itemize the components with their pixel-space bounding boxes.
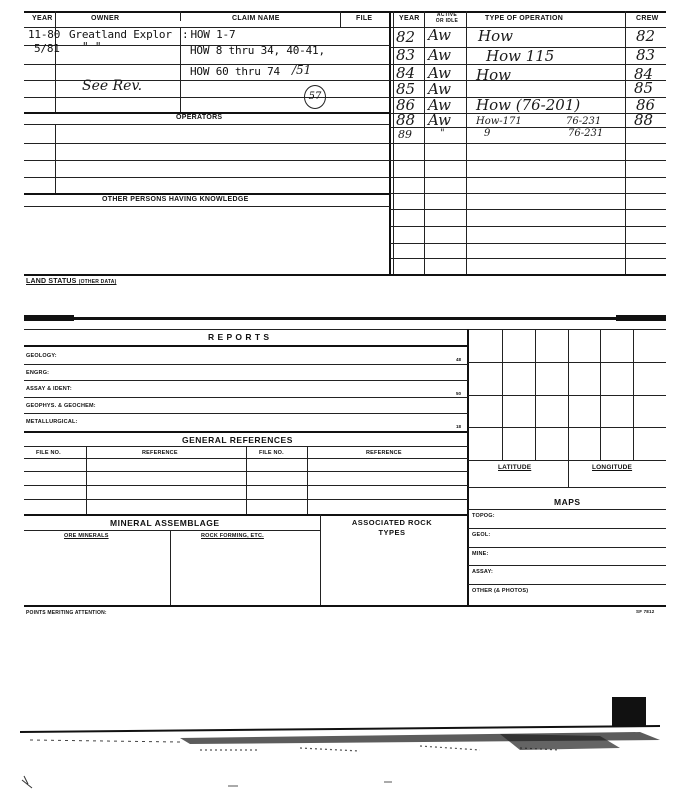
associated-rock-types-label: ASSOCIATED ROCK TYPES [351,518,433,537]
maps-mine: MINE: [472,551,489,557]
reports-title: R E P O R T S [208,332,270,342]
op-row-2-crew: 83 [636,46,656,64]
report-metallurgical: METALLURGICAL: [26,419,78,425]
op-row-6-status: Aw [428,111,451,129]
owner-row-1-year: 11-80 [28,28,61,41]
op-row-5-crew: 86 [636,96,656,114]
report-engrg: ENGRG: [26,370,50,376]
op-row-1-operation: How [478,27,513,45]
op-row-1-year: 82 [396,28,416,46]
op-row-3-year: 84 [396,64,416,82]
maps-assay: ASSAY: [472,569,494,575]
gen-ref-file-no: FILE NO. [36,450,61,456]
op-row-7-extra: 76-231 [568,128,604,139]
gen-ref-file-no-2: FILE NO. [259,450,284,456]
report-metallurgical-num: 18 [456,424,462,429]
form-number: SF 7812 [636,609,655,614]
see-rev-note: See Rev. [82,78,143,94]
maps-other: OTHER (& PHOTOS) [472,588,529,594]
op-row-7-operation: 9 [484,128,491,139]
op-row-2-year: 83 [396,46,416,64]
op-row-4-year: 85 [396,80,416,98]
general-references-title: GENERAL REFERENCES [182,435,293,445]
scan-smudge-right [616,315,666,321]
header-claim-name: CLAIM NAME [232,15,280,22]
header-file: FILE [356,15,373,22]
header-type-of-operation: TYPE OF OPERATION [485,15,564,22]
report-assay-num: 50 [456,391,462,396]
owner-row-2-owner: " " [82,40,102,53]
header-year: YEAR [32,15,53,22]
points-label: POINTS MERITING ATTENTION: [26,610,107,616]
ore-minerals-label: ORE MINERALS [64,533,109,539]
land-status-label: LAND STATUS (OTHER DATA) [26,278,117,285]
op-row-5-year: 86 [396,96,416,114]
op-row-4-crew: 85 [634,79,654,97]
operators-header: OPERATORS [176,114,223,121]
op-row-2-operation: How 115 [486,47,555,65]
latitude-label: LATITUDE [498,464,532,471]
owner-row-1-claim: : HOW 1-7 [182,28,236,41]
owner-row-3-claim: HOW 60 thru 74 [190,65,280,78]
op-row-7-year: 89 [398,128,412,141]
report-geology: GEOLOGY: [26,353,57,359]
gen-ref-reference: REFERENCE [142,450,178,456]
op-row-2-status: Aw [428,46,451,64]
owner-row-2-claim: HOW 8 thru 34, 40-41, [190,44,325,57]
op-row-6-extra: 76-231 [566,116,602,127]
gen-ref-reference-2: REFERENCE [366,450,402,456]
op-row-1-status: Aw [428,26,451,44]
report-geology-num: 48 [456,357,462,362]
op-row-7-status: " [440,128,445,139]
op-row-3-crew: 84 [634,65,654,83]
scan-noise-bottom [0,720,678,806]
header-owner: OWNER [91,15,120,22]
op-row-4-status: Aw [428,80,451,98]
maps-topog: TOPOG: [472,513,495,519]
maps-geol: GEOL: [472,532,491,538]
report-geophys: GEOPHYS. & GEOCHEM: [26,403,96,409]
op-row-6-operation: How-171 [476,116,522,127]
owner-row-1-owner: Greatland Explor [69,28,172,41]
op-row-1-crew: 82 [636,27,656,45]
scan-smudge-left [24,315,74,321]
scan-smudge-bar [24,317,666,320]
circled-number: 57 [304,85,326,109]
op-row-6-year: 88 [396,111,416,129]
rock-forming-label: ROCK FORMING, ETC. [201,533,264,539]
claim-mark: /51 [292,63,312,77]
op-row-3-status: Aw [428,64,451,82]
op-row-5-status: Aw [428,96,451,114]
other-persons-header: OTHER PERSONS HAVING KNOWLEDGE [102,196,249,203]
longitude-label: LONGITUDE [592,464,633,471]
owner-row-2-year: 5/81 [34,42,60,55]
report-assay: ASSAY & IDENT: [26,386,72,392]
header-crew: CREW [636,15,659,22]
op-row-6-crew: 88 [634,111,654,129]
maps-title: MAPS [554,497,581,507]
header-active-idle: ACTIVE OR IDLE [435,12,459,24]
op-row-5-operation: How (76-201) [476,96,581,114]
mineral-assemblage-title: MINERAL ASSEMBLAGE [110,518,220,528]
header-year-right: YEAR [399,15,420,22]
op-row-3-operation: How [476,66,511,84]
